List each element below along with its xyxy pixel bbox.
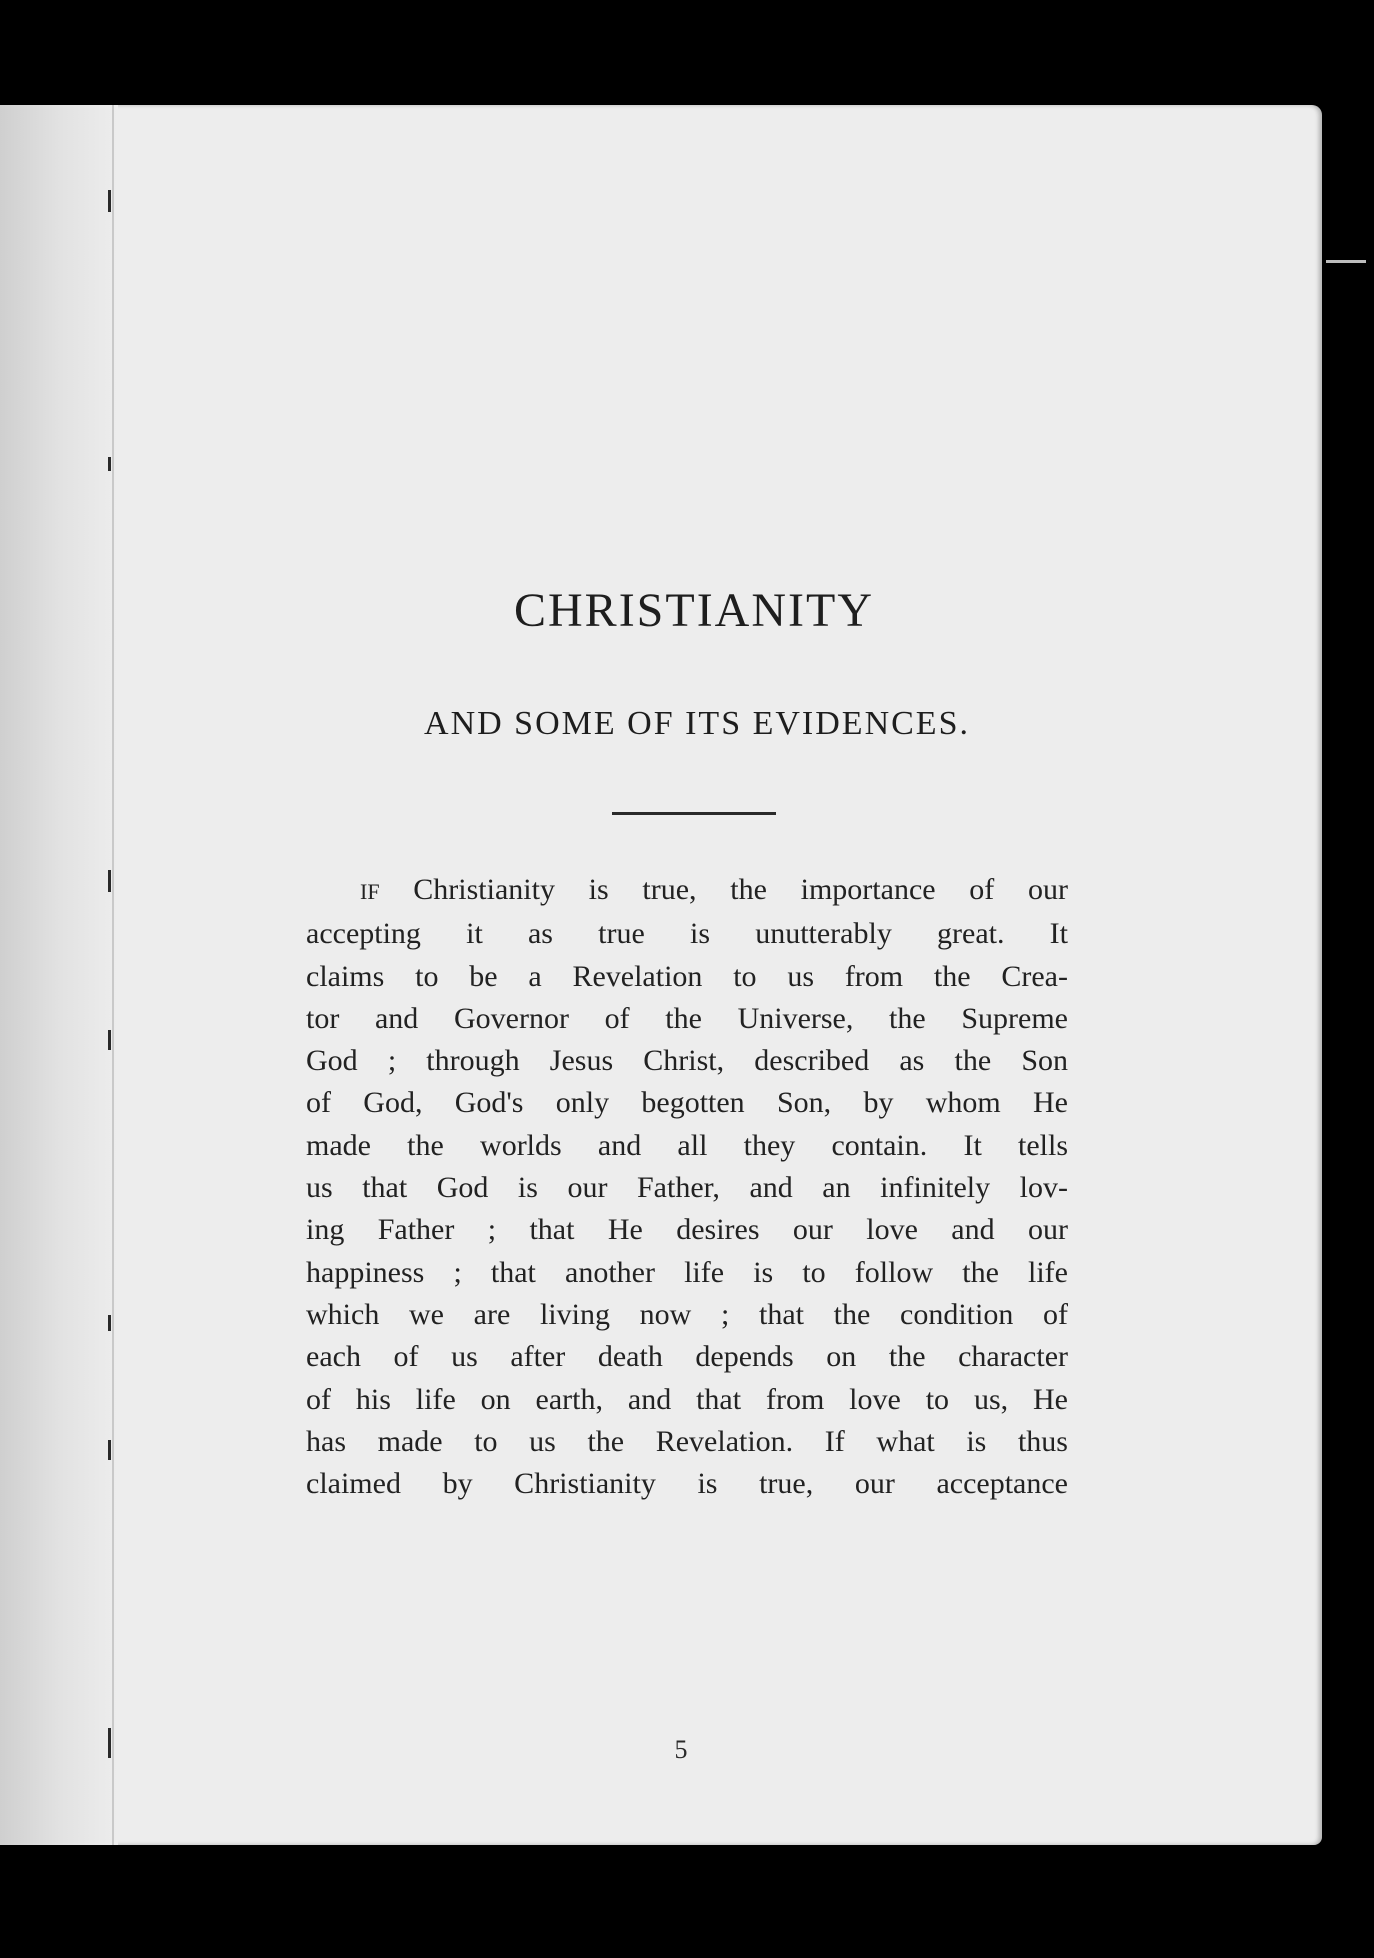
body-line — [306, 869, 1068, 913]
body-line: which we are living now ; that the condition of — [306, 1297, 1068, 1331]
body-line-text: Christianity is true, the importance of our — [379, 873, 1068, 906]
section-rule — [612, 812, 776, 815]
body-line: accepting it as true is unutterably great. It — [306, 917, 1068, 951]
body-line: ing Father ; that He desires our love and our — [306, 1213, 1068, 1247]
body-line: God ; through Jesus Christ, described as the Son — [306, 1044, 1068, 1078]
body-line: us that God is our Father, and an infinitely lov- — [306, 1171, 1068, 1205]
page-title: CHRISTIANITY — [514, 584, 874, 637]
body-line: claimed by Christianity is true, our acceptance — [306, 1467, 1068, 1501]
body-line: of his life on earth, and that from love to us, He — [306, 1382, 1068, 1416]
body-line: made the worlds and all they contain. It tells — [306, 1128, 1068, 1162]
page-subtitle: AND SOME OF ITS EVIDENCES. — [424, 705, 970, 742]
body-line: each of us after death depends on the character — [306, 1340, 1068, 1374]
scan-edge-artifact — [1326, 260, 1366, 263]
page-number: 5 — [674, 1735, 688, 1764]
body-line: happiness ; that another life is to follow the life — [306, 1255, 1068, 1289]
body-line: claims to be a Revelation to us from the Crea- — [306, 959, 1068, 993]
body-line: of God, God's only begotten Son, by whom He — [306, 1086, 1068, 1120]
page-content — [0, 105, 1322, 1845]
dropcap: IF — [360, 879, 380, 904]
body-paragraph — [306, 869, 1068, 1505]
book-page — [0, 105, 1322, 1845]
body-line: tor and Governor of the Universe, the Supreme — [306, 1001, 1068, 1035]
body-line: has made to us the Revelation. If what is thus — [306, 1424, 1068, 1458]
